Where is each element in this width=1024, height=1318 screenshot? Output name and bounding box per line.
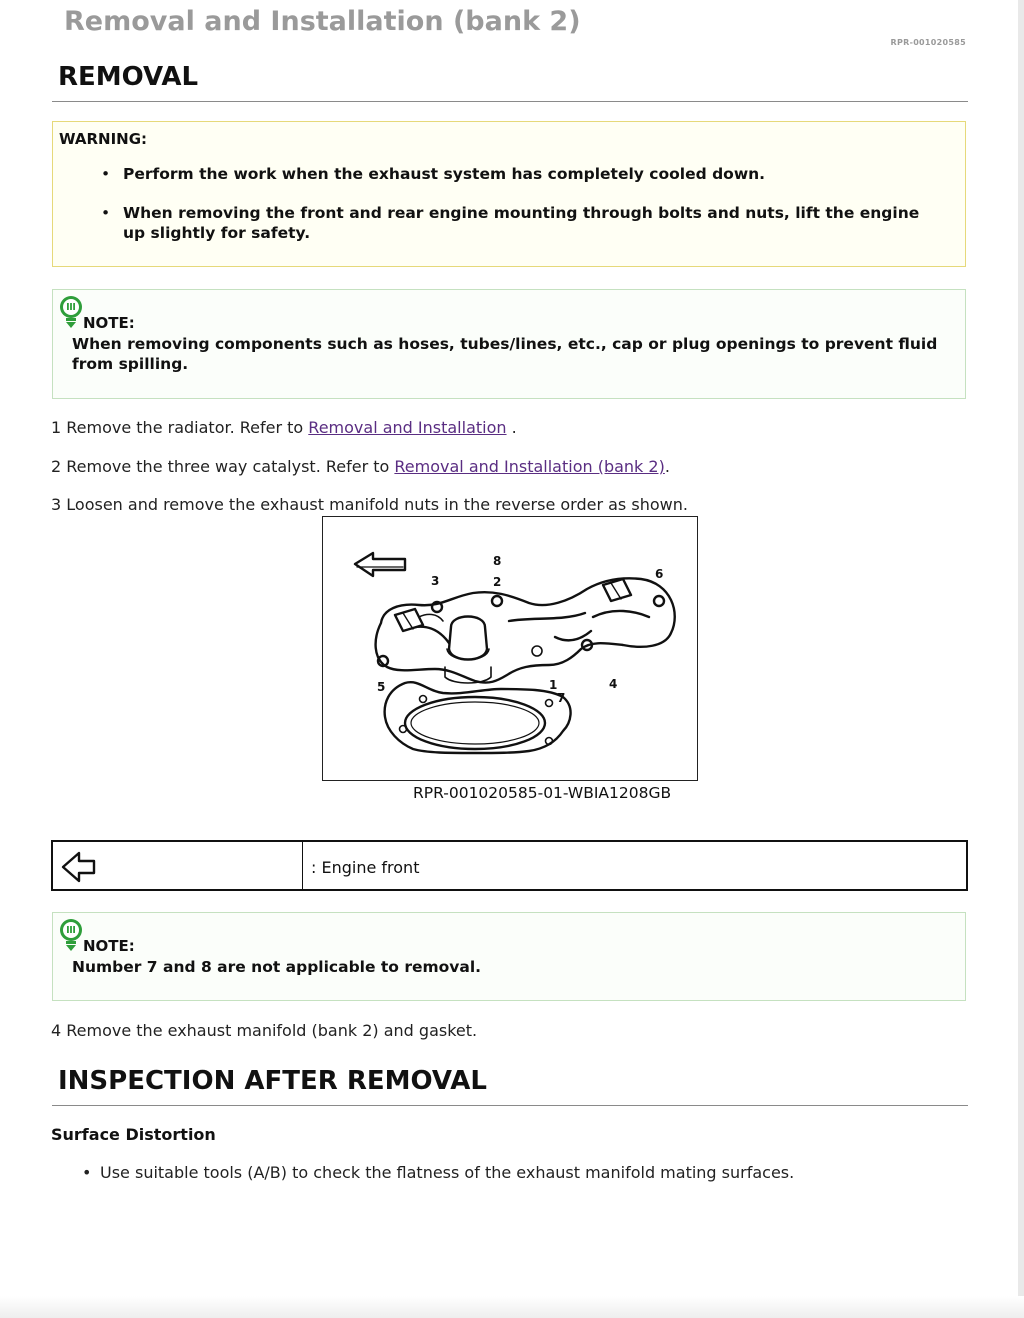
step-2 — [51, 457, 670, 476]
removal-installation-link[interactable]: Removal and Installation — [308, 418, 507, 437]
exhaust-manifold-diagram — [322, 516, 698, 781]
nut-label-4: 4 — [609, 677, 618, 691]
nut-label-5: 5 — [377, 680, 386, 694]
nut-label-8: 8 — [493, 554, 502, 568]
note-box — [52, 912, 966, 1001]
nut-label-6: 6 — [655, 567, 664, 581]
nut-label-7: 7 — [557, 691, 566, 705]
note-title: NOTE: — [83, 937, 135, 955]
nut-label-3: 3 — [431, 574, 440, 588]
step-3: 3 Loosen and remove the exhaust manifold nuts in the reverse order as shown. — [51, 495, 688, 514]
step-4: 4 Remove the exhaust manifold (bank 2) and gasket. — [51, 1021, 478, 1040]
warning-item: • When removing the front and rear engine mounting through bolts and nuts, lift the engine up slightly for safety. — [101, 203, 931, 243]
figure-caption: RPR-001020585-01-WBIA1208GB — [413, 784, 672, 802]
step-1 — [51, 418, 517, 437]
nut-label-2: 2 — [493, 575, 502, 589]
section-heading-removal: REMOVAL — [58, 62, 199, 92]
step-text: 1 Remove the radiator. Refer to — [51, 418, 309, 437]
warning-list — [101, 164, 931, 262]
page-title: Removal and Installation (bank 2) — [64, 6, 581, 37]
document-id: RPR-001020585 — [890, 38, 966, 47]
lightbulb-icon — [58, 295, 84, 329]
section-divider — [52, 1105, 968, 1106]
legend-description: : Engine front — [311, 858, 420, 877]
inspection-list — [82, 1163, 794, 1182]
page-edge-shadow — [1018, 0, 1024, 1318]
step-text-suffix: . — [506, 418, 517, 437]
note-text: Number 7 and 8 are not applicable to removal. — [72, 958, 482, 976]
surface-distortion-heading: Surface Distortion — [51, 1125, 216, 1144]
lightbulb-icon — [58, 918, 84, 952]
warning-item: • Perform the work when the exhaust system has completely cooled down. — [101, 164, 931, 184]
step-text-suffix: . — [664, 457, 670, 476]
nut-number-labels — [323, 517, 697, 780]
section-divider — [52, 101, 968, 102]
legend-symbol-cell — [53, 842, 303, 889]
warning-box — [52, 121, 966, 267]
warning-title: WARNING: — [59, 130, 148, 148]
note-text: When removing components such as hoses, tubes/lines, etc., cap or plug openings to prevent fluid from spilling. — [72, 335, 938, 373]
note-box — [52, 289, 966, 399]
arrow-left-icon — [59, 846, 99, 886]
nut-label-1: 1 — [549, 678, 558, 692]
removal-installation-bank2-link[interactable]: Removal and Installation (bank 2) — [394, 457, 665, 476]
legend-table — [51, 840, 968, 891]
section-heading-inspection: INSPECTION AFTER REMOVAL — [58, 1066, 487, 1096]
step-text: 2 Remove the three way catalyst. Refer to — [51, 457, 395, 476]
inspection-item: • Use suitable tools (A/B) to check the flatness of the exhaust manifold mating surfaces. — [82, 1163, 794, 1182]
page-bottom-shadow — [0, 1296, 1024, 1318]
note-title: NOTE: — [83, 314, 135, 332]
